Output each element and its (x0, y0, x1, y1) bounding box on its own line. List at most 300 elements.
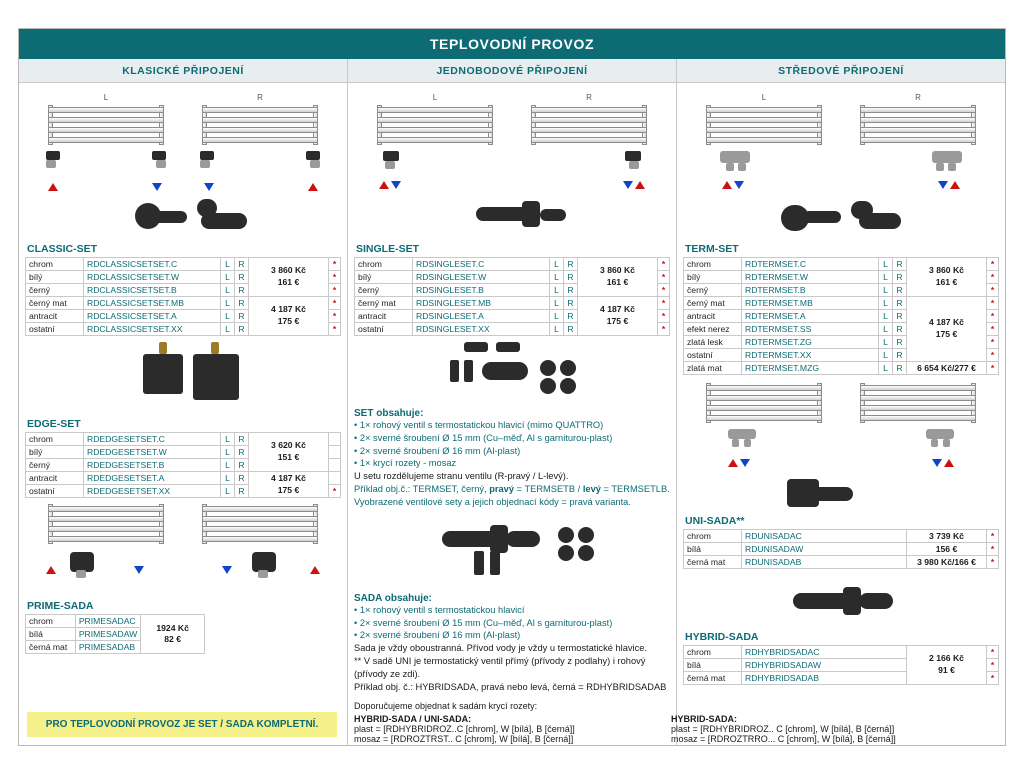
star-mark: * (658, 310, 670, 323)
left-flag: L (221, 459, 235, 472)
radiator-graphic (194, 103, 326, 149)
color-label: ostatní (26, 323, 84, 336)
color-label: chrom (26, 258, 84, 271)
color-label: černý mat (684, 297, 742, 310)
table-row (355, 297, 670, 310)
order-code: RDSINGLESET.MB (413, 297, 550, 310)
flow-arrows (40, 183, 172, 195)
right-flag: R (564, 258, 578, 271)
star-mark: * (987, 349, 999, 362)
radiator-left-label: L (761, 93, 767, 102)
left-flag: L (550, 297, 564, 310)
valve-graphic (523, 149, 655, 183)
left-flag: L (879, 284, 893, 297)
set-note-item: • 2× sverné šroubení Ø 16 mm (Al-plast) (354, 445, 521, 456)
price-czk: 4 187 Kč (929, 317, 964, 328)
order-code: RDTERMSET.SS (742, 323, 879, 336)
radiator-right-label: R (915, 93, 921, 102)
color-label: černý (26, 459, 84, 472)
order-code: PRIMESADAB (75, 641, 140, 654)
star-mark: * (987, 362, 999, 375)
left-flag: L (550, 271, 564, 284)
order-code: RDSINGLESET.W (413, 271, 550, 284)
price-cell (578, 258, 658, 297)
order-code: RDCLASSICSETSET.B (84, 284, 221, 297)
flow-arrows (194, 582, 326, 594)
left-flag: L (879, 258, 893, 271)
color-label: bílý (26, 271, 84, 284)
illustration-single-radiators (354, 87, 670, 197)
set-note-item: • 2× sverné šroubení Ø 15 mm (Cu–měď, Al s garniturou-plast) (354, 432, 613, 443)
price-table-classic-set (25, 257, 341, 336)
flow-arrows (698, 461, 830, 473)
product-name-edge-set: EDGE-SET (27, 418, 81, 430)
star-mark: * (329, 323, 341, 336)
price-eur: 161 € (277, 277, 300, 287)
table-row (26, 433, 341, 446)
price-eur: 175 € (935, 329, 958, 339)
set-note-example-a: Příklad obj.č.: TERMSET, černý, (354, 484, 490, 495)
radiator-graphic (698, 381, 830, 427)
price-cell: 156 € (907, 543, 987, 556)
order-code: RDUNISADAW (742, 543, 907, 556)
order-code: RDEDGESETSET.XX (84, 485, 221, 498)
product-name-prime-sada: PRIME-SADA (27, 600, 94, 613)
price-czk: 3 860 Kč (271, 265, 306, 276)
star-mark: * (987, 284, 999, 297)
order-code: RDTERMSET.MB (742, 297, 879, 310)
star-mark (329, 446, 341, 459)
sada-note-item: • 2× sverné šroubení Ø 15 mm (Cu–měď, Al s garniturou-plast) (354, 617, 613, 628)
price-cell: 3 980 Kč/166 € (907, 556, 987, 569)
star-mark: * (329, 310, 341, 323)
product-name-uni-sada: UNI-SADA** (685, 515, 745, 527)
price-table-edge-set (25, 432, 341, 498)
rosettes-left (354, 714, 657, 744)
column-header-classic: KLASICKÉ PŘIPOJENÍ (19, 59, 347, 83)
star-mark: * (987, 258, 999, 271)
illustration-classic-valve-photo (25, 197, 341, 239)
price-table-single-set (354, 257, 670, 336)
price-cell (249, 472, 329, 498)
sada-note-paragraph-2: ** V sadě UNI je termostatický ventil přímý (přívody z podlahy) i rohový (přívody ze zdi). (354, 656, 646, 679)
flow-arrows (369, 183, 501, 195)
right-flag: R (235, 472, 249, 485)
star-mark (329, 433, 341, 446)
order-code: RDHYBRIDSADAC (742, 646, 907, 659)
radiator-graphic (40, 502, 172, 548)
color-label: černá mat (684, 556, 742, 569)
rosettes-left-line1: plast = [RDHYBRIDROZ..C [chrom], W [bílá], B [černá]] (354, 724, 575, 735)
price-cell (249, 297, 329, 336)
radiator-right-label: R (586, 93, 592, 102)
set-note-example-right: pravý (489, 484, 515, 495)
table-row (684, 556, 999, 569)
price-cell (249, 258, 329, 297)
radiator-right (523, 93, 655, 195)
product-name-hybrid-sada: HYBRID-SADA (685, 631, 759, 643)
left-flag: L (221, 310, 235, 323)
product-name-classic-set: CLASSIC-SET (27, 243, 98, 255)
color-label: ostatní (26, 485, 84, 498)
radiator-right (852, 93, 984, 195)
price-eur: 175 € (277, 484, 300, 495)
flow-arrows (852, 461, 984, 473)
price-czk: 1924 Kč (156, 622, 189, 633)
right-flag: R (893, 349, 907, 362)
set-note-example (354, 483, 670, 509)
color-label: černý mat (355, 297, 413, 310)
radiator-left (40, 502, 172, 594)
price-eur: 91 € (938, 665, 955, 675)
color-label: chrom (26, 615, 76, 628)
right-flag: R (235, 433, 249, 446)
color-label: černý mat (26, 297, 84, 310)
order-code: RDEDGESETSET.A (84, 472, 221, 485)
price-czk: 4 187 Kč (600, 304, 635, 315)
columns-container (19, 59, 1005, 745)
order-code: PRIMESADAW (75, 628, 140, 641)
valve-graphic (852, 427, 984, 461)
left-flag: L (221, 446, 235, 459)
table-row-gold (684, 362, 999, 375)
order-code: RDEDGESETSET.W (84, 446, 221, 459)
left-flag: L (550, 310, 564, 323)
radiator-right (852, 381, 984, 473)
table-row (26, 258, 341, 271)
right-flag: R (893, 271, 907, 284)
color-label: bílý (355, 271, 413, 284)
radiator-left-label: L (103, 93, 109, 102)
right-flag: R (893, 323, 907, 336)
price-cell (249, 433, 329, 472)
left-flag: L (550, 258, 564, 271)
order-code: RDHYBRIDSADAB (742, 672, 907, 685)
order-code: PRIMESADAC (75, 615, 140, 628)
left-flag: L (879, 271, 893, 284)
footer-banner: PRO TEPLOVODNÍ PROVOZ JE SET / SADA KOMPLETNÍ. (27, 712, 337, 737)
price-table-prime-sada (25, 614, 205, 654)
radiator-left-label: L (432, 93, 438, 102)
radiator-graphic (698, 103, 830, 149)
flow-arrows (698, 183, 830, 195)
price-cell (907, 646, 987, 685)
price-czk: 2 166 Kč (929, 653, 964, 664)
color-label: antracit (26, 310, 84, 323)
left-flag: L (221, 472, 235, 485)
star-mark: * (329, 284, 341, 297)
set-note-example-c: = TERMSETB / (514, 484, 583, 495)
illustration-single-valve-photo (354, 197, 670, 239)
flow-arrows (194, 183, 326, 195)
color-label: černý (684, 284, 742, 297)
color-label: antracit (26, 472, 84, 485)
color-label: efekt nerez (684, 323, 742, 336)
rosettes-right-line1: plast = [RDHYBRIDROZ.. C [chrom], W [bílá], B [černá]] (671, 724, 895, 735)
set-note-example-e: = TERMSETLB. Vyobrazené ventilové sety a jejich objednací kódy = pravá varianta. (354, 484, 670, 507)
illustration-term-valve-photo (683, 197, 999, 239)
price-czk: 3 620 Kč (271, 440, 306, 451)
column-header-single: JEDNOBODOVÉ PŘIPOJENÍ (348, 59, 676, 83)
set-note-item: • 1× rohový ventil s termostatickou hlavicí (mimo QUATTRO) (354, 420, 604, 430)
right-flag: R (235, 271, 249, 284)
star-mark: * (329, 297, 341, 310)
price-eur: 161 € (606, 277, 629, 287)
illustration-classic-radiators (25, 87, 341, 197)
radiator-right (194, 93, 326, 195)
order-code: RDTERMSET.W (742, 271, 879, 284)
price-cell: 6 654 Kč/277 € (907, 362, 987, 375)
column-center (677, 59, 1005, 745)
price-czk: 3 860 Kč (929, 265, 964, 276)
right-flag: R (564, 297, 578, 310)
illustration-center-radiators (683, 87, 999, 197)
right-flag: R (893, 336, 907, 349)
left-flag: L (550, 323, 564, 336)
price-table-hybrid-sada (683, 645, 999, 685)
star-mark: * (658, 297, 670, 310)
left-flag: L (221, 284, 235, 297)
valve-graphic (40, 548, 172, 582)
table-row (26, 297, 341, 310)
illustration-set-parts (354, 340, 670, 402)
radiator-graphic (194, 502, 326, 548)
set-note-item: • 1× krycí rozety - mosaz (354, 458, 457, 469)
order-code: RDSINGLESET.XX (413, 323, 550, 336)
radiator-right (194, 502, 326, 594)
rosettes-right-title: HYBRID-SADA: (671, 714, 737, 725)
sada-note-paragraph-3: Příklad obj. č.: HYBRIDSADA, pravá nebo levá, černá = RDHYBRIDSADAB (354, 681, 667, 692)
price-eur: 175 € (277, 316, 300, 326)
right-flag: R (235, 310, 249, 323)
illustration-prime-radiators (25, 498, 341, 596)
radiator-graphic (852, 103, 984, 149)
table-row (684, 530, 999, 543)
flow-arrows (852, 183, 984, 195)
set-note-paragraph: U setu rozdělujeme stranu ventilu (R-pravý / L-levý). (354, 471, 569, 482)
left-flag: L (221, 433, 235, 446)
right-flag: R (564, 310, 578, 323)
color-label: černý (26, 284, 84, 297)
right-flag: R (235, 485, 249, 498)
order-code: RDCLASSICSETSET.W (84, 271, 221, 284)
radiator-graphic (369, 103, 501, 149)
right-flag: R (564, 323, 578, 336)
radiator-left (698, 93, 830, 195)
column-classic (19, 59, 348, 745)
star-mark: * (329, 271, 341, 284)
color-label: černý (355, 284, 413, 297)
star-mark: * (329, 485, 341, 498)
star-mark: * (987, 271, 999, 284)
left-flag: L (879, 362, 893, 375)
order-code: RDEDGESETSET.B (84, 459, 221, 472)
rosettes-intro: Doporučujeme objednat k sadám krycí rozety: (354, 700, 538, 711)
right-flag: R (893, 297, 907, 310)
rosettes-right-line2: mosaz = [RDROZTRRO... C [chrom], W [bílá], B [černá]] (671, 734, 896, 745)
right-flag: R (564, 271, 578, 284)
valve-graphic (369, 149, 501, 183)
price-eur: 161 € (935, 277, 958, 287)
left-flag: L (221, 323, 235, 336)
valve-graphic (698, 149, 830, 183)
order-code: RDHYBRIDSADAW (742, 659, 907, 672)
column-header-center: STŘEDOVÉ PŘIPOJENÍ (677, 59, 1005, 83)
table-row (684, 646, 999, 659)
color-label: chrom (684, 646, 742, 659)
table-row (684, 543, 999, 556)
sada-note-item: • 1× rohový ventil s termostatickou hlavicí (354, 604, 525, 615)
left-flag: L (879, 323, 893, 336)
right-flag: R (893, 258, 907, 271)
order-code: RDTERMSET.C (742, 258, 879, 271)
order-code: RDSINGLESET.B (413, 284, 550, 297)
color-label: chrom (26, 433, 84, 446)
price-eur: 82 € (164, 634, 181, 645)
star-mark: * (658, 258, 670, 271)
illustration-sada-parts (354, 517, 670, 587)
sada-note-paragraph-1: Sada je vždy oboustranná. Přívod vody je vždy u termostatické hlavice. (354, 643, 648, 654)
color-label: bílá (684, 659, 742, 672)
radiator-left (698, 381, 830, 473)
right-flag: R (235, 446, 249, 459)
color-label: bílý (26, 446, 84, 459)
price-eur: 151 € (277, 452, 300, 462)
sada-note-item: • 2× sverné šroubení Ø 16 mm (Al-plast) (354, 630, 521, 641)
table-row (26, 472, 341, 485)
color-label: chrom (684, 258, 742, 271)
set-note-title: SET obsahuje: (354, 408, 424, 419)
order-code: RDCLASSICSETSET.A (84, 310, 221, 323)
left-flag: L (221, 271, 235, 284)
star-mark: * (658, 284, 670, 297)
price-cell: 3 739 Kč (907, 530, 987, 543)
radiator-left (369, 93, 501, 195)
order-code: RDCLASSICSETSET.C (84, 258, 221, 271)
color-label: bílý (684, 271, 742, 284)
table-row (26, 615, 205, 628)
color-label: chrom (355, 258, 413, 271)
star-mark: * (987, 543, 999, 556)
color-label: zlatá lesk (684, 336, 742, 349)
rosettes-left-line2: mosaz = [RDROZTRST.. C [chrom], W [bílá], B [černá]] (354, 734, 574, 745)
order-code: RDUNISADAB (742, 556, 907, 569)
left-flag: L (879, 336, 893, 349)
star-mark: * (987, 646, 999, 659)
illustration-uni-valve-photo (683, 475, 999, 511)
page-title: TEPLOVODNÍ PROVOZ (19, 29, 1005, 59)
rosettes-left-title: HYBRID-SADA / UNI-SADA: (354, 714, 472, 725)
left-flag: L (221, 258, 235, 271)
price-czk: 4 187 Kč (271, 473, 306, 483)
price-table-uni-sada (683, 529, 999, 569)
color-label: ostatní (355, 323, 413, 336)
radiator-graphic (852, 381, 984, 427)
price-cell (907, 297, 987, 362)
order-code: RDSINGLESET.A (413, 310, 550, 323)
star-mark: * (329, 258, 341, 271)
left-flag: L (550, 284, 564, 297)
star-mark: * (987, 323, 999, 336)
left-flag: L (879, 349, 893, 362)
right-flag: R (564, 284, 578, 297)
star-mark: * (987, 310, 999, 323)
product-name-single-set: SINGLE-SET (356, 243, 420, 255)
star-mark: * (658, 323, 670, 336)
price-cell (907, 258, 987, 297)
star-mark (329, 472, 341, 485)
order-code: RDTERMSET.B (742, 284, 879, 297)
catalog-page (18, 28, 1006, 746)
right-flag: R (235, 258, 249, 271)
right-flag: R (235, 297, 249, 310)
illustration-uni-radiators (683, 375, 999, 475)
table-row (355, 258, 670, 271)
flow-arrows (523, 183, 655, 195)
valve-graphic (698, 427, 830, 461)
left-flag: L (879, 310, 893, 323)
right-flag: R (893, 362, 907, 375)
order-code: RDCLASSICSETSET.MB (84, 297, 221, 310)
order-code: RDUNISADAC (742, 530, 907, 543)
right-flag: R (235, 284, 249, 297)
right-flag: R (893, 310, 907, 323)
color-label: černá mat (684, 672, 742, 685)
radiator-right-label: R (257, 93, 263, 102)
order-code: RDTERMSET.MZG (742, 362, 879, 375)
price-eur: 175 € (606, 316, 629, 326)
table-row (684, 258, 999, 271)
price-czk: 4 187 Kč (271, 304, 306, 315)
right-flag: R (235, 459, 249, 472)
table-row (684, 297, 999, 310)
radiator-left (40, 93, 172, 195)
radiator-graphic (40, 103, 172, 149)
star-mark: * (987, 556, 999, 569)
star-mark: * (987, 530, 999, 543)
price-table-term-set (683, 257, 999, 375)
star-mark: * (658, 271, 670, 284)
star-mark: * (987, 672, 999, 685)
color-label: bílá (26, 628, 76, 641)
color-label: antracit (684, 310, 742, 323)
order-code: RDCLASSICSETSET.XX (84, 323, 221, 336)
color-label: bílá (684, 543, 742, 556)
price-cell (578, 297, 658, 336)
valve-graphic (40, 149, 172, 183)
left-flag: L (221, 485, 235, 498)
order-code: RDSINGLESET.C (413, 258, 550, 271)
order-code: RDEDGESETSET.C (84, 433, 221, 446)
illustration-hybrid-valve-photo (683, 579, 999, 627)
order-code: RDTERMSET.ZG (742, 336, 879, 349)
left-flag: L (221, 297, 235, 310)
color-label: chrom (684, 530, 742, 543)
illustration-edge-valve-photo (25, 336, 341, 414)
star-mark: * (987, 336, 999, 349)
star-mark: * (987, 659, 999, 672)
set-note-example-left: levý (582, 484, 601, 495)
star-mark (329, 459, 341, 472)
valve-graphic (852, 149, 984, 183)
left-flag: L (879, 297, 893, 310)
price-czk: 3 860 Kč (600, 265, 635, 276)
color-label: zlatá mat (684, 362, 742, 375)
sada-note-title: SADA obsahuje: (354, 592, 432, 604)
star-mark: * (987, 297, 999, 310)
flow-arrows (40, 582, 172, 594)
valve-graphic (194, 149, 326, 183)
